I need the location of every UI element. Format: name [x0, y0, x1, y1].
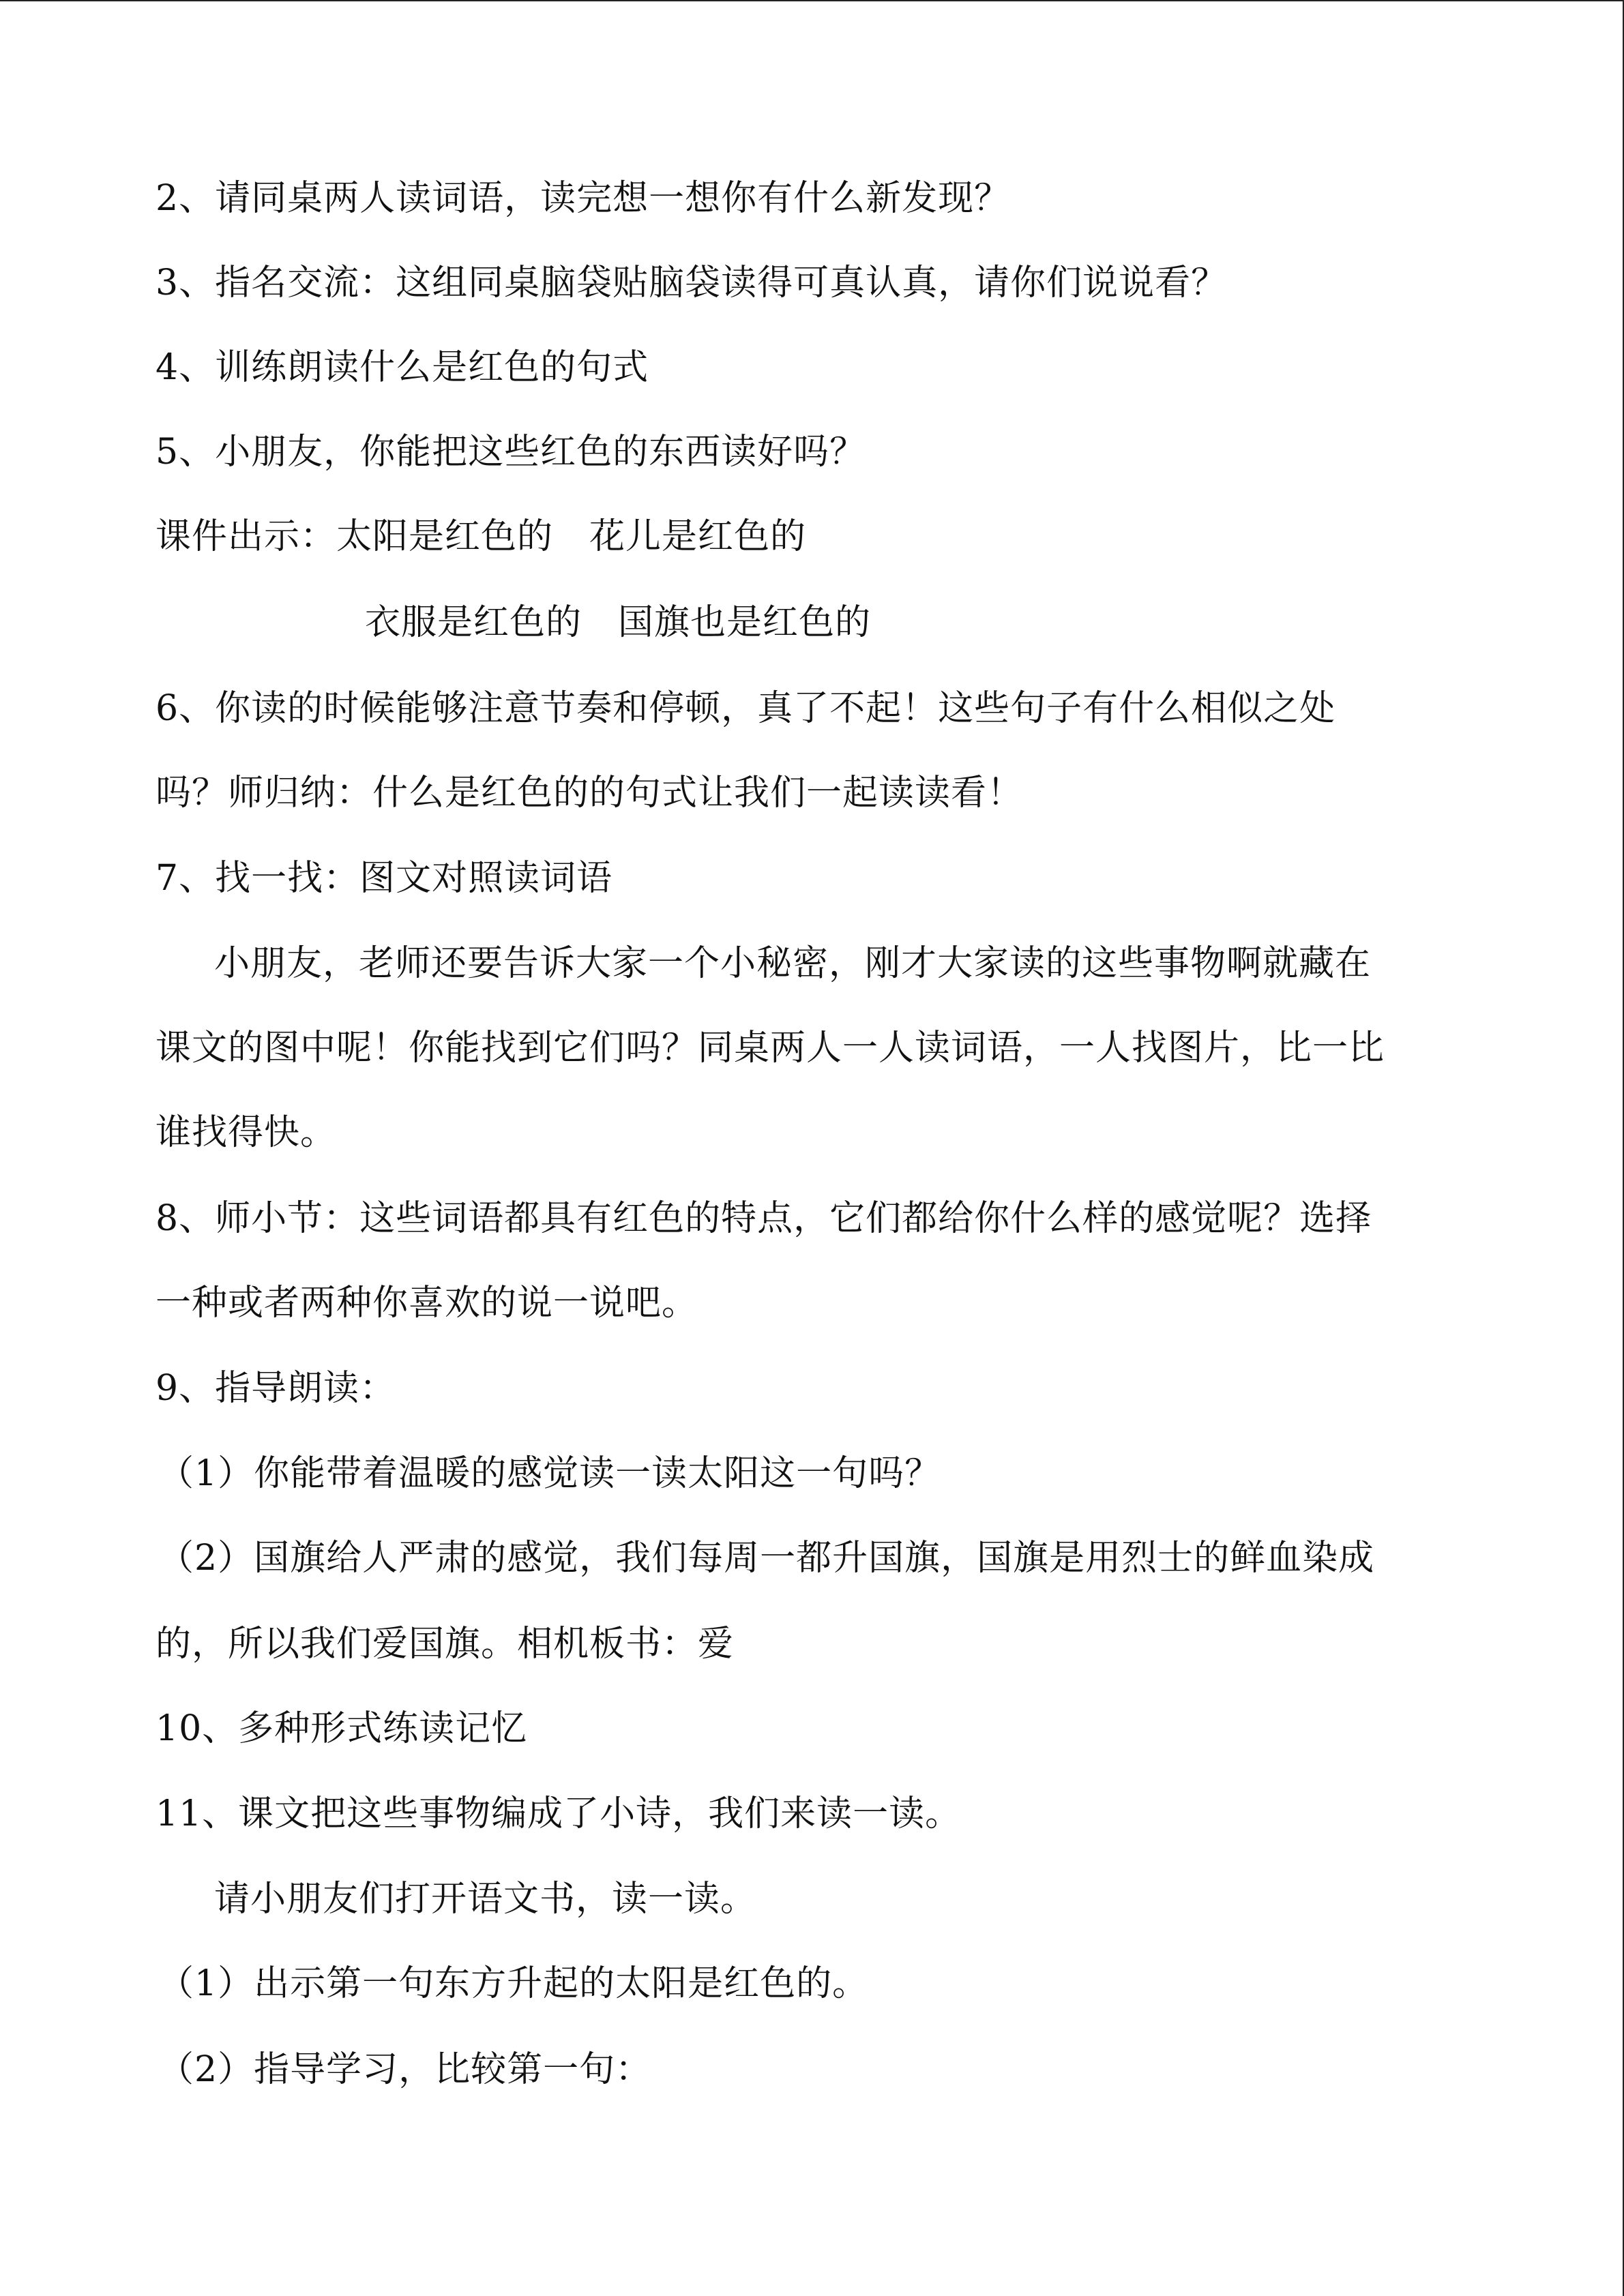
text-line-17: （2）国旗给人严肃的感觉，我们每周一都升国旗，国旗是用烈士的鲜血染成: [158, 1538, 1375, 1579]
text-line-16: （1）你能带着温暖的感觉读一读太阳这一句吗？: [158, 1453, 941, 1494]
text-line-1: 2、请同桌两人读词语，读完想一想你有什么新发现？: [156, 178, 1011, 219]
text-line-13: 8、师小节：这些词语都具有红色的特点，它们都给你什么样的感觉呢？选择: [156, 1198, 1372, 1239]
text-line-20: 11、课文把这些事物编成了小诗，我们来读一读。: [156, 1793, 962, 1834]
text-line-14: 一种或者两种你喜欢的说一说吧。: [156, 1283, 698, 1324]
text-line-10: 小朋友，老师还要告诉大家一个小秘密，刚才大家读的这些事物啊就藏在: [214, 943, 1372, 984]
text-line-5: 课件出示：太阳是红色的 花儿是红色的: [156, 516, 807, 557]
text-line-11: 课文的图中呢！你能找到它们吗？同桌两人一人读词语，一人找图片，比一比: [156, 1028, 1385, 1069]
text-line-23: （2）指导学习，比较第一句：: [158, 2049, 652, 2090]
text-line-4: 5、小朋友，你能把这些红色的东西读好吗？: [156, 432, 866, 473]
text-line-21: 请小朋友们打开语文书，读一读。: [214, 1879, 757, 1920]
text-line-8: 吗？师归纳：什么是红色的的句式让我们一起读读看！: [156, 773, 1024, 814]
text-line-2: 3、指名交流：这组同桌脑袋贴脑袋读得可真认真，请你们说说看？: [156, 263, 1228, 303]
text-line-6: 衣服是红色的 国旗也是红色的: [365, 602, 872, 643]
text-line-3: 4、训练朗读什么是红色的句式: [156, 347, 649, 388]
text-line-7: 6、你读的时候能够注意节奏和停顿，真了不起！这些句子有什么相似之处: [156, 688, 1336, 729]
text-line-12: 谁找得快。: [156, 1112, 337, 1153]
text-line-18: 的，所以我们爱国旗。相机板书：爱: [156, 1624, 735, 1665]
text-line-19: 10、多种形式练读记忆: [156, 1708, 528, 1749]
text-line-9: 7、找一找：图文对照读词语: [156, 858, 613, 899]
text-line-15: 9、指导朗读：: [156, 1368, 396, 1409]
text-line-22: （1）出示第一句东方升起的太阳是红色的。: [158, 1963, 869, 2004]
